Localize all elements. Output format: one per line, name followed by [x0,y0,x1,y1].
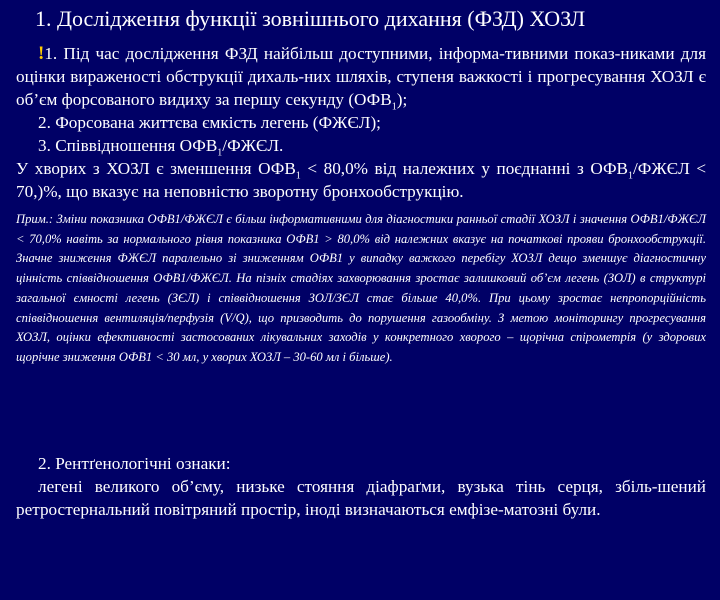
note-paragraph: Прим.: Зміни показника ОФВ1/ФЖЄЛ є більш інформативними для діагностики ранньої стадії ХОЗЛ і значення ОФВ1/ФЖЄЛ < 70,0% навіть за нормального рівня показника ОФВ1 > 80,0% від належних вказує на початкові прояви бронхообструкції. Значне зниження ФЖЄЛ паралельно зі зниженням ОФВ1 у випадку важкого перебігу ХОЗЛ дещо зменшує діагностичну цінність співвідношення ОФВ1/ФЖЄЛ. На пізніх стадіях захворювання зростає залишковий об’єм легень (ЗОЛ) в структурі загальної ємності легень (ЗЄЛ) і співвідношення ЗОЛ/ЗЄЛ стає більше 40,0%. При цьому зростає непропорційність співвідношення вентиляція/перфузія (V/Q), що призводить до порушення газообміну. З метою моніторингу прогресування ХОЗЛ, оцінки ефективності застосованих лікувальних заходів у конкретного хворого – щорічна спірометрія (у здорових щорічне зниження ОФВ1 < 30 мл, у хворих ХОЗЛ – 30-60 мл і більше). [16,212,706,364]
paragraph-fvc: 2. Форсована життєва ємкість легень (ФЖЄЛ); [38,113,381,132]
xray-body: легені великого об’єму, низьке стояння діафраґми, вузька тінь серця, збіль-шений ретростернальний повітряний простір, іноді визначаються емфізе-матозні були. [16,477,706,519]
paragraph-criteria-middle: < 80,0% від належних у поєднанні з ОФВ [300,159,628,178]
subscript: 1 [295,170,301,182]
paragraph-ratio-text: 3. Співвідношення ОФВ [38,136,218,155]
subscript: 1 [391,101,397,113]
paragraph-criteria-text: У хворих з ХОЗЛ є зменшення ОФВ [16,159,296,178]
paragraph-ratio-end: /ФЖЄЛ. [222,136,284,155]
xray-heading: 2. Рентґенологічні ознаки: [38,454,231,473]
main-text-block [16,42,706,203]
slide-title: 1. Дослідження функції зовнішнього дихання (ФЗД) ХОЗЛ [35,6,586,31]
paragraph-fev1-end: ); [396,90,408,109]
xray-section [16,452,706,521]
paragraph-ratio [16,134,706,157]
paragraph-criteria [16,157,706,203]
subscript: 1 [217,147,223,159]
paragraph-criteria-end: /ФЖЄЛ < 70,)%, що вказує на неповністю зворотну бронхообструкцію. [16,159,707,201]
paragraph-fev1-text: 1. Під час дослідження ФЗД найбільш доступними, інформа-тивними показ-никами для оцінки вираженості обструкції дихаль-них шляхів, ступеня важкості і прогресування ХОЗЛ є об’єм форсованого видиху за першу секунду (ОФВ [16,44,706,109]
subscript: 1 [628,170,633,182]
exclamation-bullet-icon: ! [38,43,45,64]
paragraph-fev1 [16,42,706,111]
